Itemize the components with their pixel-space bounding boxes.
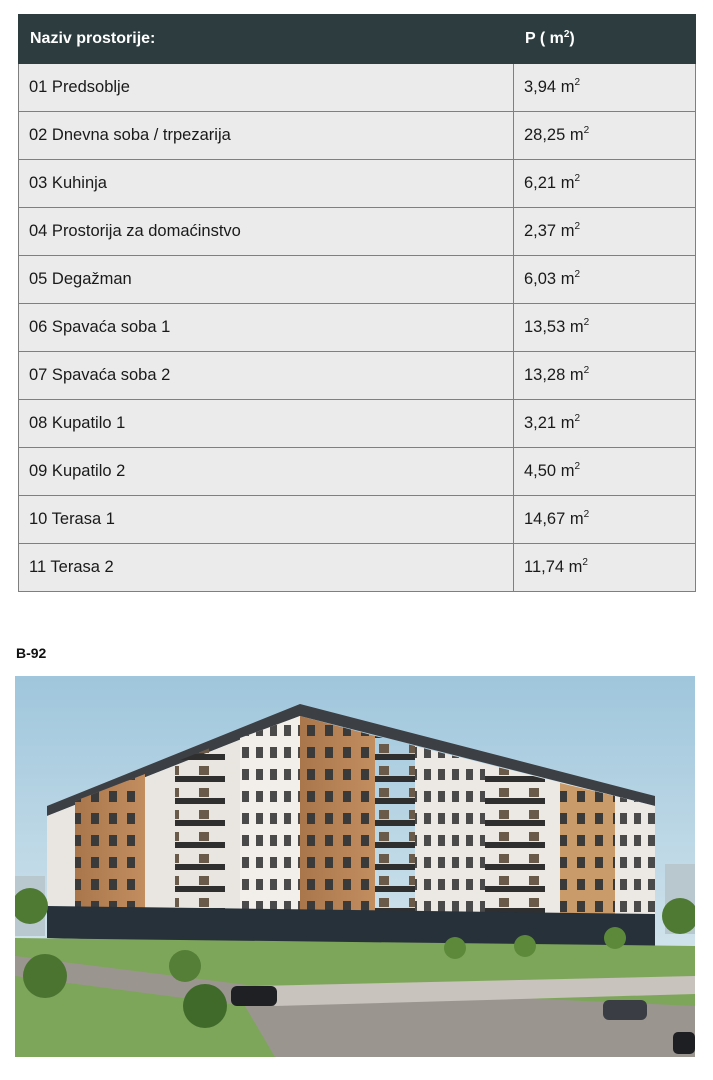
tree [23, 954, 67, 998]
area-unit-exponent: 2 [583, 509, 590, 520]
area-unit-exponent: 2 [574, 269, 581, 280]
room-name: 02 Dnevna soba / trpezarija [19, 112, 514, 160]
room-area-table [18, 14, 696, 592]
header-area-exponent: 2 [563, 29, 570, 40]
area-value: 3,21 [524, 414, 557, 432]
table-row [19, 352, 696, 400]
room-name: 06 Spavaća soba 1 [19, 304, 514, 352]
header-area-close: ) [569, 30, 575, 47]
area-unit-exponent: 2 [574, 221, 581, 232]
area-value: 14,67 [524, 510, 566, 528]
room-name: 10 Terasa 1 [19, 496, 514, 544]
table-row [19, 448, 696, 496]
car [673, 1032, 695, 1054]
room-area [514, 448, 696, 496]
room-name: 04 Prostorija za domaćinstvo [19, 208, 514, 256]
room-name: 07 Spavaća soba 2 [19, 352, 514, 400]
room-area-table-container [18, 14, 695, 592]
room-name: 05 Degažman [19, 256, 514, 304]
table-row [19, 64, 696, 112]
area-value: 4,50 [524, 462, 557, 480]
area-unit: m [560, 78, 575, 96]
room-area [514, 304, 696, 352]
area-value: 6,21 [524, 174, 557, 192]
area-unit: m [560, 270, 575, 288]
tree [444, 937, 466, 959]
header-room-name: Naziv prostorije: [19, 15, 514, 64]
room-name: 11 Terasa 2 [19, 544, 514, 592]
area-unit-exponent: 2 [583, 125, 590, 136]
table-row [19, 112, 696, 160]
area-unit-exponent: 2 [574, 173, 581, 184]
header-area-label: P ( m [525, 30, 564, 47]
car [603, 1000, 647, 1020]
area-unit: m [560, 462, 575, 480]
room-area [514, 160, 696, 208]
table-row [19, 160, 696, 208]
area-value: 3,94 [524, 78, 557, 96]
area-unit: m [569, 318, 584, 336]
building-render-image [15, 676, 695, 1057]
area-unit-exponent: 2 [574, 461, 581, 472]
room-area [514, 496, 696, 544]
room-area [514, 400, 696, 448]
area-unit-exponent: 2 [582, 557, 588, 568]
tree [183, 984, 227, 1028]
area-unit-exponent: 2 [583, 365, 590, 376]
area-unit: m [569, 366, 584, 384]
car [231, 986, 277, 1006]
room-name: 08 Kupatilo 1 [19, 400, 514, 448]
room-area [514, 256, 696, 304]
area-unit: m [569, 126, 584, 144]
room-name: 09 Kupatilo 2 [19, 448, 514, 496]
table-row [19, 496, 696, 544]
table-row [19, 256, 696, 304]
room-area [514, 112, 696, 160]
table-row [19, 304, 696, 352]
area-value: 13,28 [524, 366, 566, 384]
building-section-label: B-92 [16, 645, 47, 661]
area-unit: m [569, 510, 584, 528]
building-render-illustration [15, 676, 695, 1057]
table-header-row [19, 15, 696, 64]
table-row [19, 400, 696, 448]
tree [169, 950, 201, 982]
area-value: 2,37 [524, 222, 557, 240]
area-unit-exponent: 2 [583, 317, 590, 328]
area-value: 6,03 [524, 270, 557, 288]
area-value: 11,74 [524, 558, 565, 576]
tree [604, 927, 626, 949]
table-row [19, 544, 696, 592]
room-name: 01 Predsoblje [19, 64, 514, 112]
area-value: 28,25 [524, 126, 566, 144]
area-unit-exponent: 2 [574, 77, 581, 88]
tree [514, 935, 536, 957]
area-unit: m [560, 222, 575, 240]
header-area [514, 15, 696, 64]
room-name: 03 Kuhinja [19, 160, 514, 208]
area-unit: m [568, 558, 583, 576]
room-area [514, 352, 696, 400]
area-unit: m [560, 174, 575, 192]
room-area [514, 544, 696, 592]
room-area [514, 64, 696, 112]
room-area [514, 208, 696, 256]
area-unit-exponent: 2 [574, 413, 581, 424]
area-value: 13,53 [524, 318, 566, 336]
area-unit: m [560, 414, 575, 432]
table-row [19, 208, 696, 256]
